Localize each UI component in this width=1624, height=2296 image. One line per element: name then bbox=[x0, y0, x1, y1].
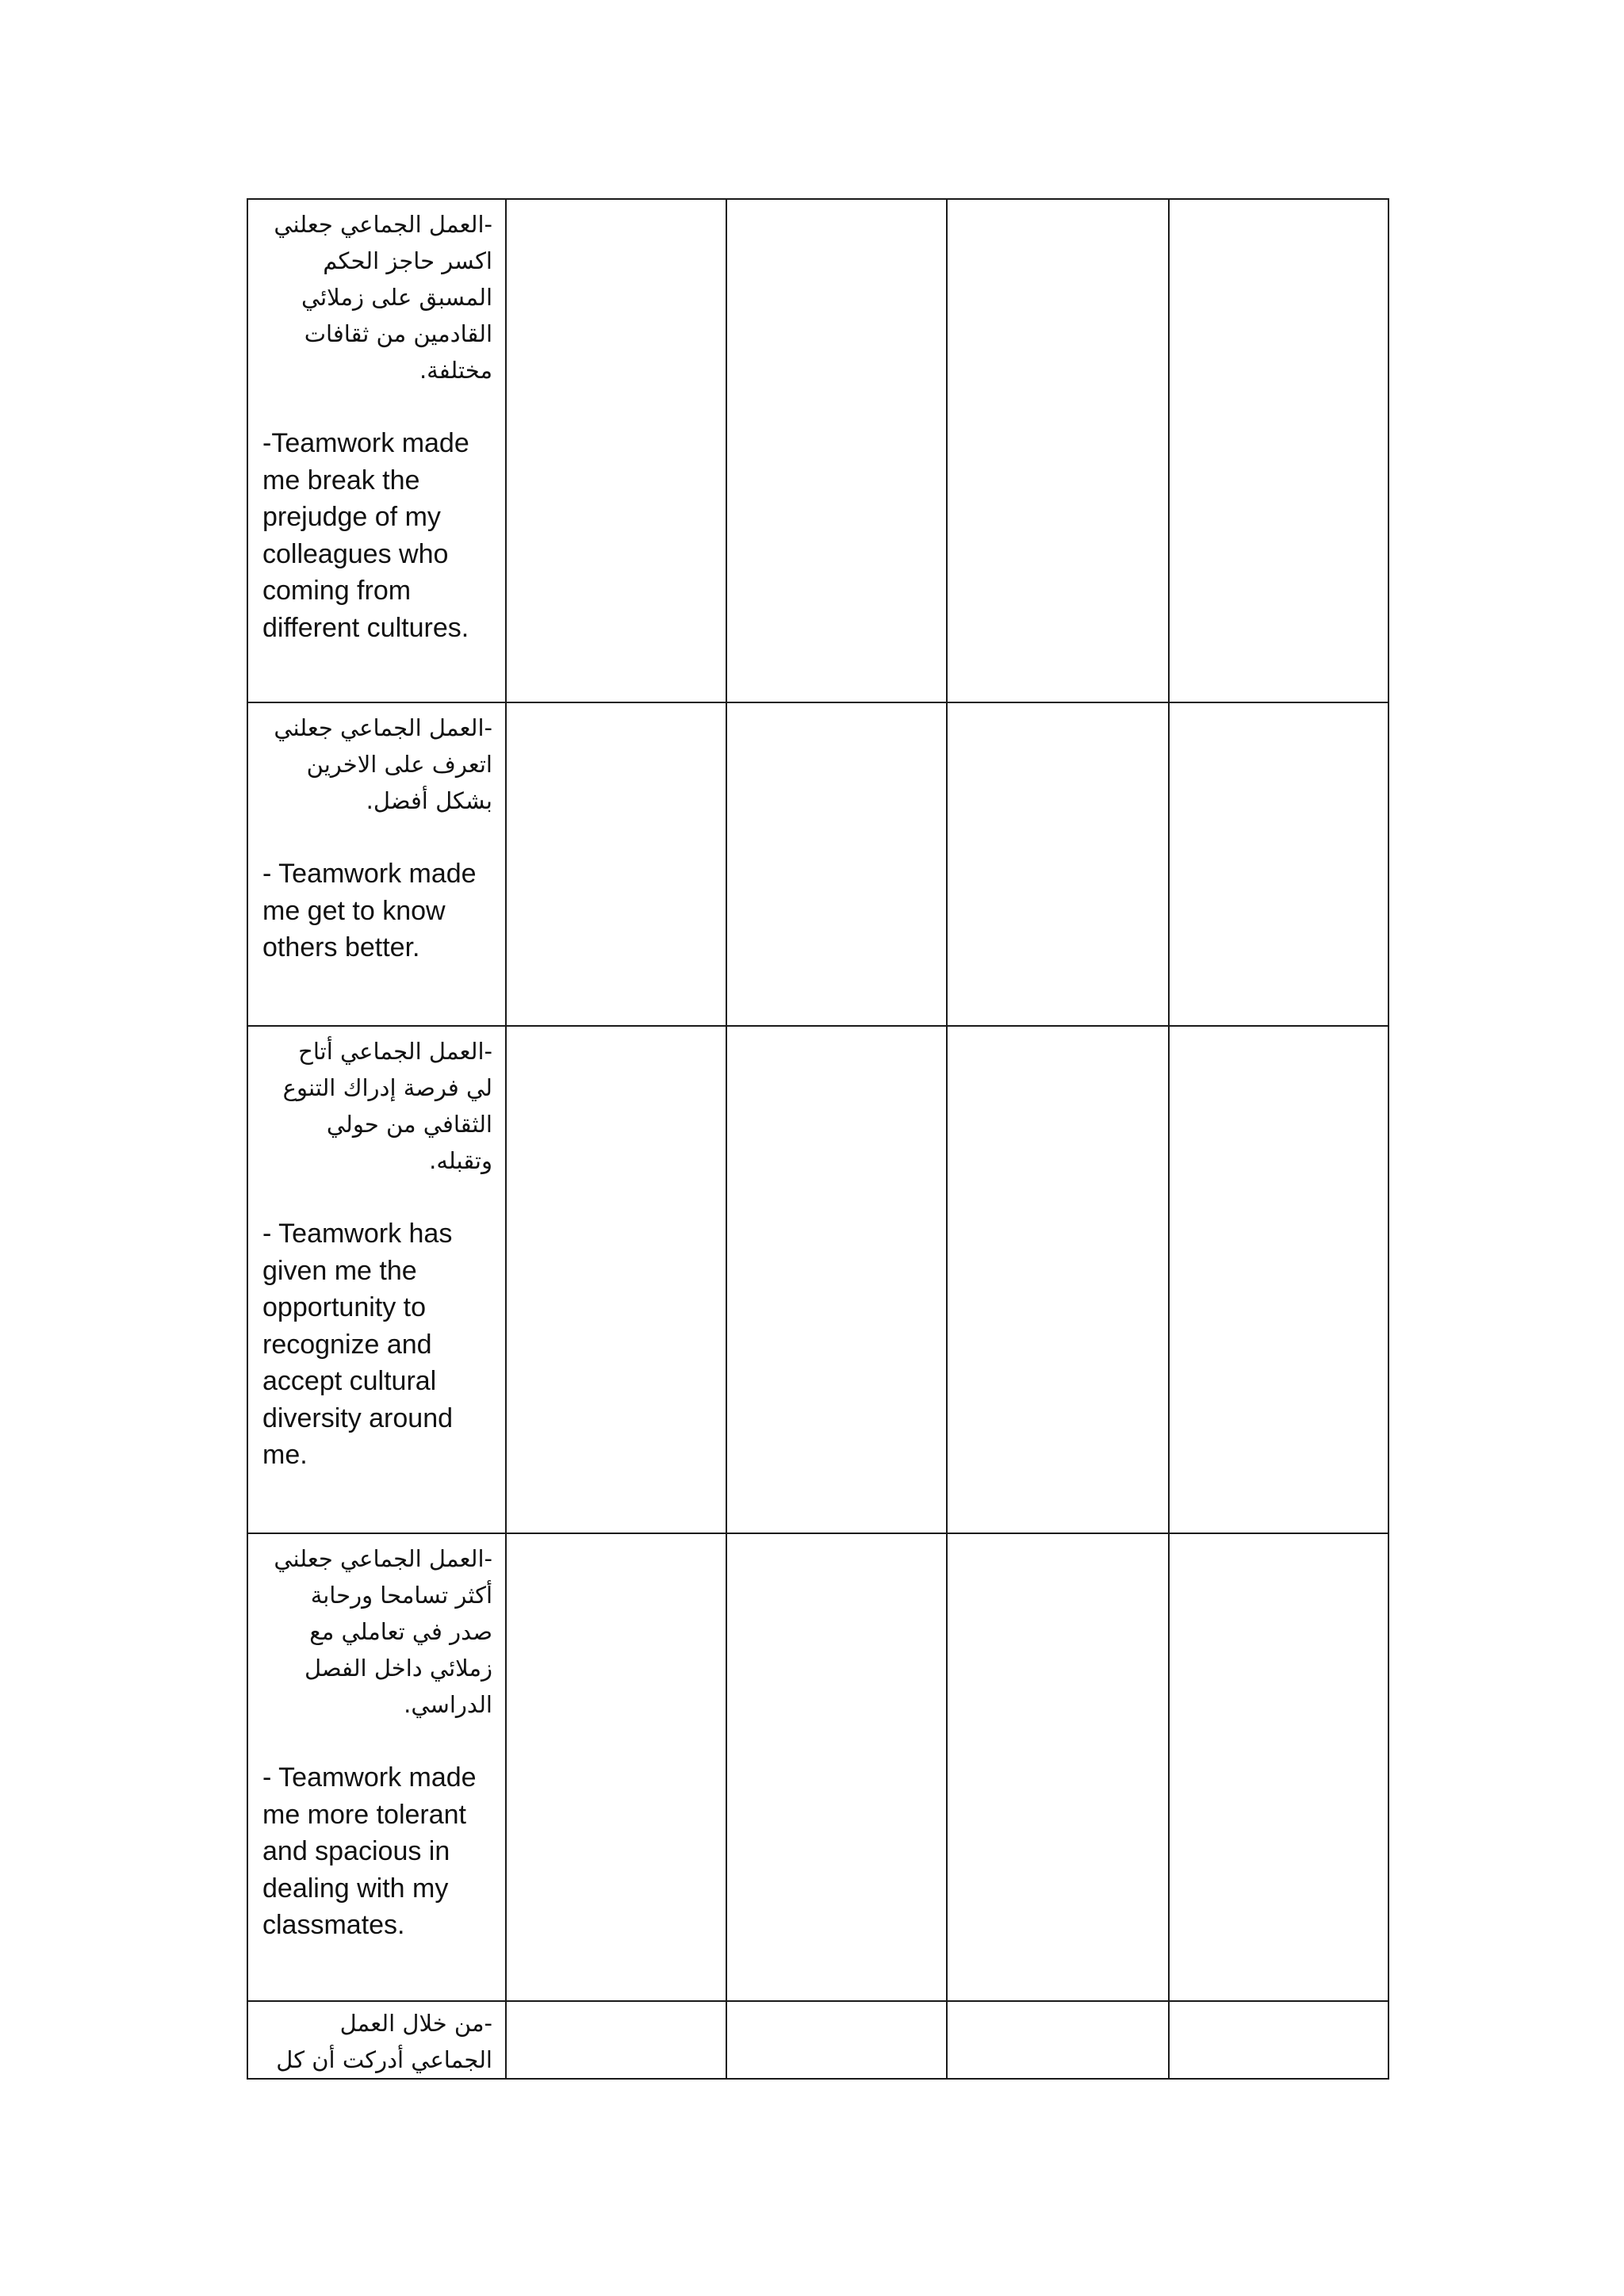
statement-arabic: -العمل الجماعي أتاح لي فرصة إدراك التنوع الثقافي من حولي وتقبله. bbox=[282, 1038, 492, 1174]
statement-english: - Teamwork has given me the opportunity to recognize and accept cultural diversity around me. bbox=[262, 1219, 454, 1470]
statement-arabic: -العمل الجماعي جعلني اكسر حاجز الحكم المسبق على زملائي القادمين من ثقافات مختلفة. bbox=[274, 211, 492, 384]
statement-cell bbox=[247, 1026, 506, 1533]
table-row bbox=[247, 2001, 1388, 2079]
statement-cell bbox=[247, 702, 506, 1026]
response-cell[interactable] bbox=[726, 2001, 947, 2079]
response-cell[interactable] bbox=[947, 199, 1169, 702]
statement-arabic: -العمل الجماعي جعلني أكثر تسامحا ورحابة صدر في تعاملي مع زملائي داخل الفصل الدراسي. bbox=[274, 1545, 492, 1718]
response-cell[interactable] bbox=[506, 2001, 726, 2079]
response-cell[interactable] bbox=[506, 199, 726, 702]
response-cell[interactable] bbox=[506, 1533, 726, 2001]
statement-english: - Teamwork made me get to know others better. bbox=[262, 859, 477, 962]
response-cell[interactable] bbox=[947, 1026, 1169, 1533]
response-cell[interactable] bbox=[947, 2001, 1169, 2079]
response-cell[interactable] bbox=[726, 702, 947, 1026]
statement-cell bbox=[247, 1533, 506, 2001]
table-row bbox=[247, 702, 1388, 1026]
survey-table bbox=[247, 198, 1389, 2080]
response-cell[interactable] bbox=[506, 1026, 726, 1533]
statement-arabic: -من خلال العمل الجماعي أدركت أن كل bbox=[276, 2010, 492, 2073]
statement-arabic: -العمل الجماعي جعلني اتعرف على الاخرين بشكل أفضل. bbox=[274, 714, 492, 814]
statement-cell bbox=[247, 199, 506, 702]
response-cell[interactable] bbox=[726, 1026, 947, 1533]
table-row bbox=[247, 1533, 1388, 2001]
statement-english: - Teamwork made me more tolerant and spacious in dealing with my classmates. bbox=[262, 1762, 477, 1940]
response-cell[interactable] bbox=[726, 199, 947, 702]
response-cell[interactable] bbox=[506, 702, 726, 1026]
statement-cell bbox=[247, 2001, 506, 2079]
table-row bbox=[247, 1026, 1388, 1533]
statement-english: -Teamwork made me break the prejudge of my colleagues who coming from different cultures. bbox=[262, 428, 469, 643]
response-cell[interactable] bbox=[1169, 1533, 1388, 2001]
response-cell[interactable] bbox=[1169, 2001, 1388, 2079]
response-cell[interactable] bbox=[1169, 702, 1388, 1026]
response-cell[interactable] bbox=[947, 702, 1169, 1026]
table-row bbox=[247, 199, 1388, 702]
response-cell[interactable] bbox=[1169, 199, 1388, 702]
response-cell[interactable] bbox=[726, 1533, 947, 2001]
response-cell[interactable] bbox=[1169, 1026, 1388, 1533]
response-cell[interactable] bbox=[947, 1533, 1169, 2001]
